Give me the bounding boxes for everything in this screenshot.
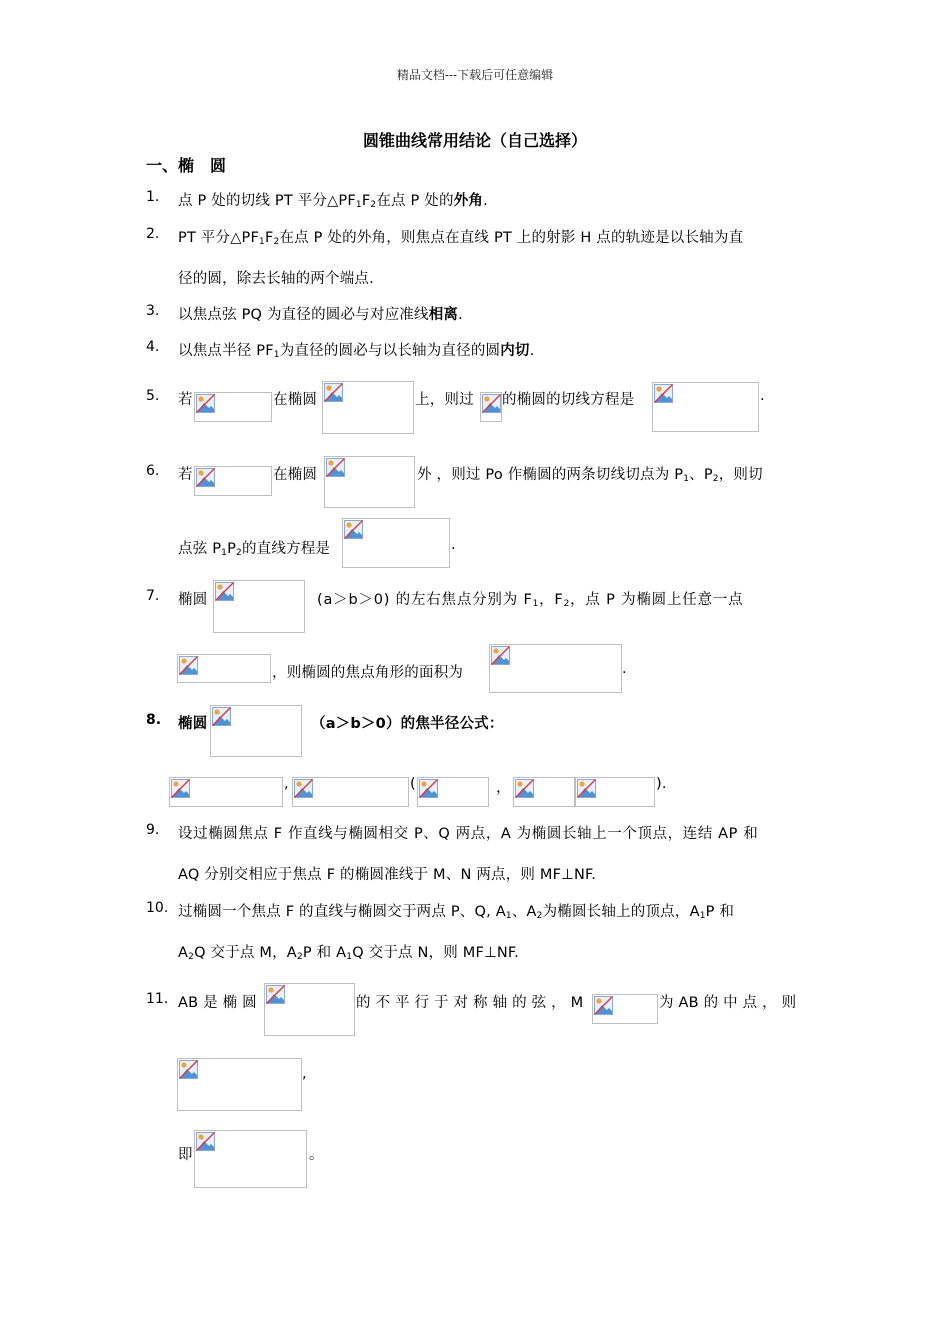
item-4-text: 以焦点半径 $PF_1$为直径的圆必与以长轴为直径的圆内切. bbox=[178, 343, 535, 360]
item-7-text-b: (a＞b＞0) 的左右焦点分别为 $F_1$，$F_2$，点 P 为椭圆上任意一点 bbox=[317, 592, 744, 609]
item-11-comma: , bbox=[302, 1066, 307, 1082]
document-title: 圆锥曲线常用结论（自己选择） bbox=[362, 131, 587, 150]
broken-image-icon bbox=[491, 646, 510, 665]
item-number: 1. bbox=[146, 189, 160, 205]
item-5-text-a: 若 bbox=[178, 392, 193, 408]
section-heading: 一、椭 圆 bbox=[146, 156, 227, 175]
item-7-text-c: ，则椭圆的焦点角形的面积为 bbox=[272, 665, 464, 681]
item-5-text-c: 上，则过 bbox=[415, 392, 474, 408]
formula-image-placeholder bbox=[322, 381, 414, 434]
item-10-text-cont: $A_2Q$ 交于点 M，$A_2P$ 和 $A_1Q$ 交于点 N，则 MF⊥NF. bbox=[178, 945, 519, 962]
item-10-text: 过椭圆一个焦点 F 的直线与椭圆交于两点 P、Q, $A_1$、$A_2$为椭圆长轴上的顶点，$A_1P$ 和 bbox=[178, 904, 735, 921]
page-header: 精品文档---下载后可任意编辑 bbox=[396, 68, 554, 82]
item-9-text-cont: AQ 分别交相应于焦点 F 的椭圆准线于 M、N 两点，则 MF⊥NF. bbox=[178, 867, 597, 883]
item-number: 3. bbox=[146, 303, 160, 319]
item-8-comma: , bbox=[284, 776, 289, 792]
item-5-text-b: 在椭圆 bbox=[273, 392, 318, 408]
item-11-text-e: 。 bbox=[309, 1147, 324, 1163]
item-11-text-b: 的 不 平 行 于 对 称 轴 的 弦 ， M bbox=[356, 995, 584, 1011]
formula-image-placeholder bbox=[417, 777, 489, 807]
formula-image-placeholder bbox=[177, 654, 271, 683]
broken-image-icon bbox=[419, 779, 438, 798]
item-8-paren-open: ( bbox=[410, 776, 416, 792]
formula-image-placeholder bbox=[480, 392, 502, 422]
item-7-text-d: . bbox=[622, 661, 627, 677]
broken-image-icon bbox=[196, 394, 215, 413]
item-8-paren-close: ). bbox=[656, 776, 667, 792]
broken-image-icon bbox=[577, 779, 596, 798]
item-11-text-c: 为 AB 的 中 点 ， 则 bbox=[659, 995, 797, 1011]
broken-image-icon bbox=[179, 656, 198, 675]
formula-image-placeholder bbox=[489, 644, 622, 693]
formula-image-placeholder bbox=[194, 1130, 307, 1188]
formula-image-placeholder bbox=[177, 1058, 302, 1111]
item-6-text-a: 若 bbox=[178, 467, 193, 483]
item-7-text-a: 椭圆 bbox=[178, 592, 208, 608]
broken-image-icon bbox=[171, 779, 190, 798]
broken-image-icon bbox=[482, 394, 501, 413]
broken-image-icon bbox=[196, 1132, 215, 1151]
formula-image-placeholder bbox=[169, 777, 283, 807]
item-2-text: PT 平分$\triangle PF_1F_2$在点 P 处的外角，则焦点在直线 PT 上的射影 H 点的轨迹是以长轴为直 bbox=[178, 230, 744, 247]
broken-image-icon bbox=[515, 779, 534, 798]
formula-image-placeholder bbox=[652, 382, 759, 432]
item-11-text-d: 即 bbox=[178, 1147, 193, 1163]
formula-image-placeholder bbox=[264, 983, 355, 1036]
formula-image-placeholder bbox=[194, 392, 272, 422]
item-6-text-d: 点弦 $P_1P_2$的直线方程是 bbox=[178, 541, 331, 558]
broken-image-icon bbox=[594, 996, 613, 1015]
formula-image-placeholder bbox=[513, 777, 575, 807]
broken-image-icon bbox=[196, 468, 215, 487]
formula-image-placeholder bbox=[194, 466, 272, 496]
item-number: 10. bbox=[146, 900, 169, 916]
broken-image-icon bbox=[326, 458, 345, 477]
item-number: 8. bbox=[146, 712, 162, 728]
item-number: 5. bbox=[146, 388, 160, 404]
item-8-sep: ， bbox=[496, 780, 511, 796]
item-number: 4. bbox=[146, 339, 160, 355]
item-6-text-b: 在椭圆 bbox=[273, 467, 318, 483]
broken-image-icon bbox=[344, 520, 363, 539]
broken-image-icon bbox=[212, 707, 231, 726]
item-number: 6. bbox=[146, 463, 160, 479]
broken-image-icon bbox=[324, 383, 343, 402]
item-number: 11. bbox=[146, 991, 169, 1007]
item-9-text: 设过椭圆焦点 F 作直线与椭圆相交 P、Q 两点，A 为椭圆长轴上一个顶点，连结 AP 和 bbox=[178, 826, 759, 842]
formula-image-placeholder bbox=[342, 518, 450, 568]
item-6-text-c: 外 ，则过 Po 作椭圆的两条切线切点为 $P_1$、$P_2$，则切 bbox=[417, 467, 763, 484]
item-6-text-e: . bbox=[451, 537, 456, 553]
item-number: 2. bbox=[146, 226, 160, 242]
broken-image-icon bbox=[266, 985, 285, 1004]
item-1-text: 点 P 处的切线 PT 平分$\triangle PF_1F_2$在点 P 处的外角. bbox=[178, 193, 488, 210]
formula-image-placeholder bbox=[575, 777, 655, 807]
formula-image-placeholder bbox=[292, 777, 409, 807]
broken-image-icon bbox=[215, 582, 234, 601]
item-5-text-e: . bbox=[760, 388, 765, 404]
item-3-text: 以焦点弦 PQ 为直径的圆必与对应准线相离. bbox=[178, 307, 463, 323]
item-2-text-cont: 径的圆，除去长轴的两个端点. bbox=[178, 271, 374, 287]
formula-image-placeholder bbox=[324, 456, 415, 508]
broken-image-icon bbox=[294, 779, 313, 798]
broken-image-icon bbox=[654, 384, 673, 403]
item-8-text-b: （a＞b＞0）的焦半径公式： bbox=[311, 716, 504, 732]
item-11-text-a: AB 是 椭 圆 bbox=[178, 995, 257, 1011]
item-number: 9. bbox=[146, 822, 160, 838]
broken-image-icon bbox=[179, 1060, 198, 1079]
formula-image-placeholder bbox=[592, 994, 658, 1024]
formula-image-placeholder bbox=[213, 580, 305, 633]
formula-image-placeholder bbox=[210, 705, 302, 757]
item-8-text-a: 椭圆 bbox=[178, 716, 208, 732]
item-number: 7. bbox=[146, 588, 160, 604]
item-5-text-d: 的椭圆的切线方程是 bbox=[502, 392, 635, 408]
